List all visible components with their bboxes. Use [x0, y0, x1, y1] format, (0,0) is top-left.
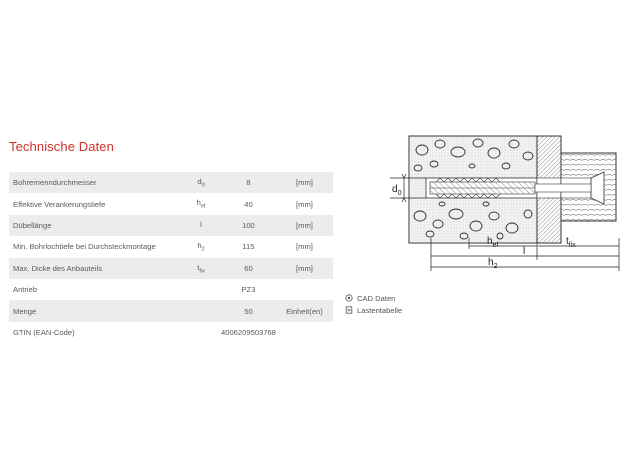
section-title: Technische Daten	[9, 139, 114, 154]
table-row	[9, 215, 333, 236]
row-value: 115	[221, 236, 276, 257]
row-value: 60	[221, 258, 276, 279]
row-unit: [mm]	[276, 215, 333, 236]
table-row	[9, 172, 333, 193]
row-symbol: l	[181, 215, 221, 236]
label-l: l	[523, 246, 526, 257]
row-symbol: $h_{ef}$	[181, 193, 221, 214]
row-unit: Einheit(en)	[276, 300, 333, 321]
row-unit: [mm]	[276, 172, 333, 193]
row-label: Max. Dicke des Anbauteils	[9, 258, 181, 279]
table-row	[9, 322, 333, 343]
row-unit: [mm]	[276, 258, 333, 279]
row-symbol: $t_{fix}$	[181, 258, 221, 279]
row-symbol	[181, 322, 221, 343]
row-label: GTIN (EAN-Code)	[9, 322, 181, 343]
row-symbol	[181, 279, 221, 300]
label-tfix: $t_{fix}$	[566, 236, 576, 249]
load-table-label: Lastentabelle	[357, 305, 403, 315]
download-links	[345, 292, 402, 316]
cad-data-label: CAD Daten	[357, 293, 396, 303]
row-value: 40	[221, 193, 276, 214]
row-symbol	[181, 300, 221, 321]
row-label: Bohrernenndurchmesser	[9, 172, 181, 193]
label-d0: $d_0$	[392, 184, 402, 197]
row-label: Min. Bohrlochtiefe bei Durchsteckmontage	[9, 236, 181, 257]
row-unit	[276, 279, 333, 300]
table-row	[9, 258, 333, 279]
row-label: Menge	[9, 300, 181, 321]
row-symbol: $h_2$	[181, 236, 221, 257]
label-hef: $h_{ef}$	[487, 236, 499, 249]
table-row	[9, 236, 333, 257]
row-unit: [mm]	[276, 193, 333, 214]
document-icon	[345, 306, 353, 314]
row-value: 4006209503768	[221, 322, 276, 343]
table-row	[9, 193, 333, 214]
row-label: Effektive Verankerungstiefe	[9, 193, 181, 214]
row-value: PZ3	[221, 279, 276, 300]
row-value: 50	[221, 300, 276, 321]
row-value: 8	[221, 172, 276, 193]
row-value: 100	[221, 215, 276, 236]
row-unit: [mm]	[276, 236, 333, 257]
table-row	[9, 279, 333, 300]
row-label: Dübellänge	[9, 215, 181, 236]
table-row	[9, 300, 333, 321]
installation-drawing	[390, 128, 622, 278]
row-label: Antrieb	[9, 279, 181, 300]
spec-table	[9, 172, 333, 343]
row-symbol: $d_0$	[181, 172, 221, 193]
cad-icon	[345, 294, 353, 302]
row-unit	[276, 322, 333, 343]
cad-data-link[interactable]	[345, 292, 402, 304]
label-h2: $h_2$	[488, 257, 498, 270]
load-table-link[interactable]	[345, 304, 402, 316]
